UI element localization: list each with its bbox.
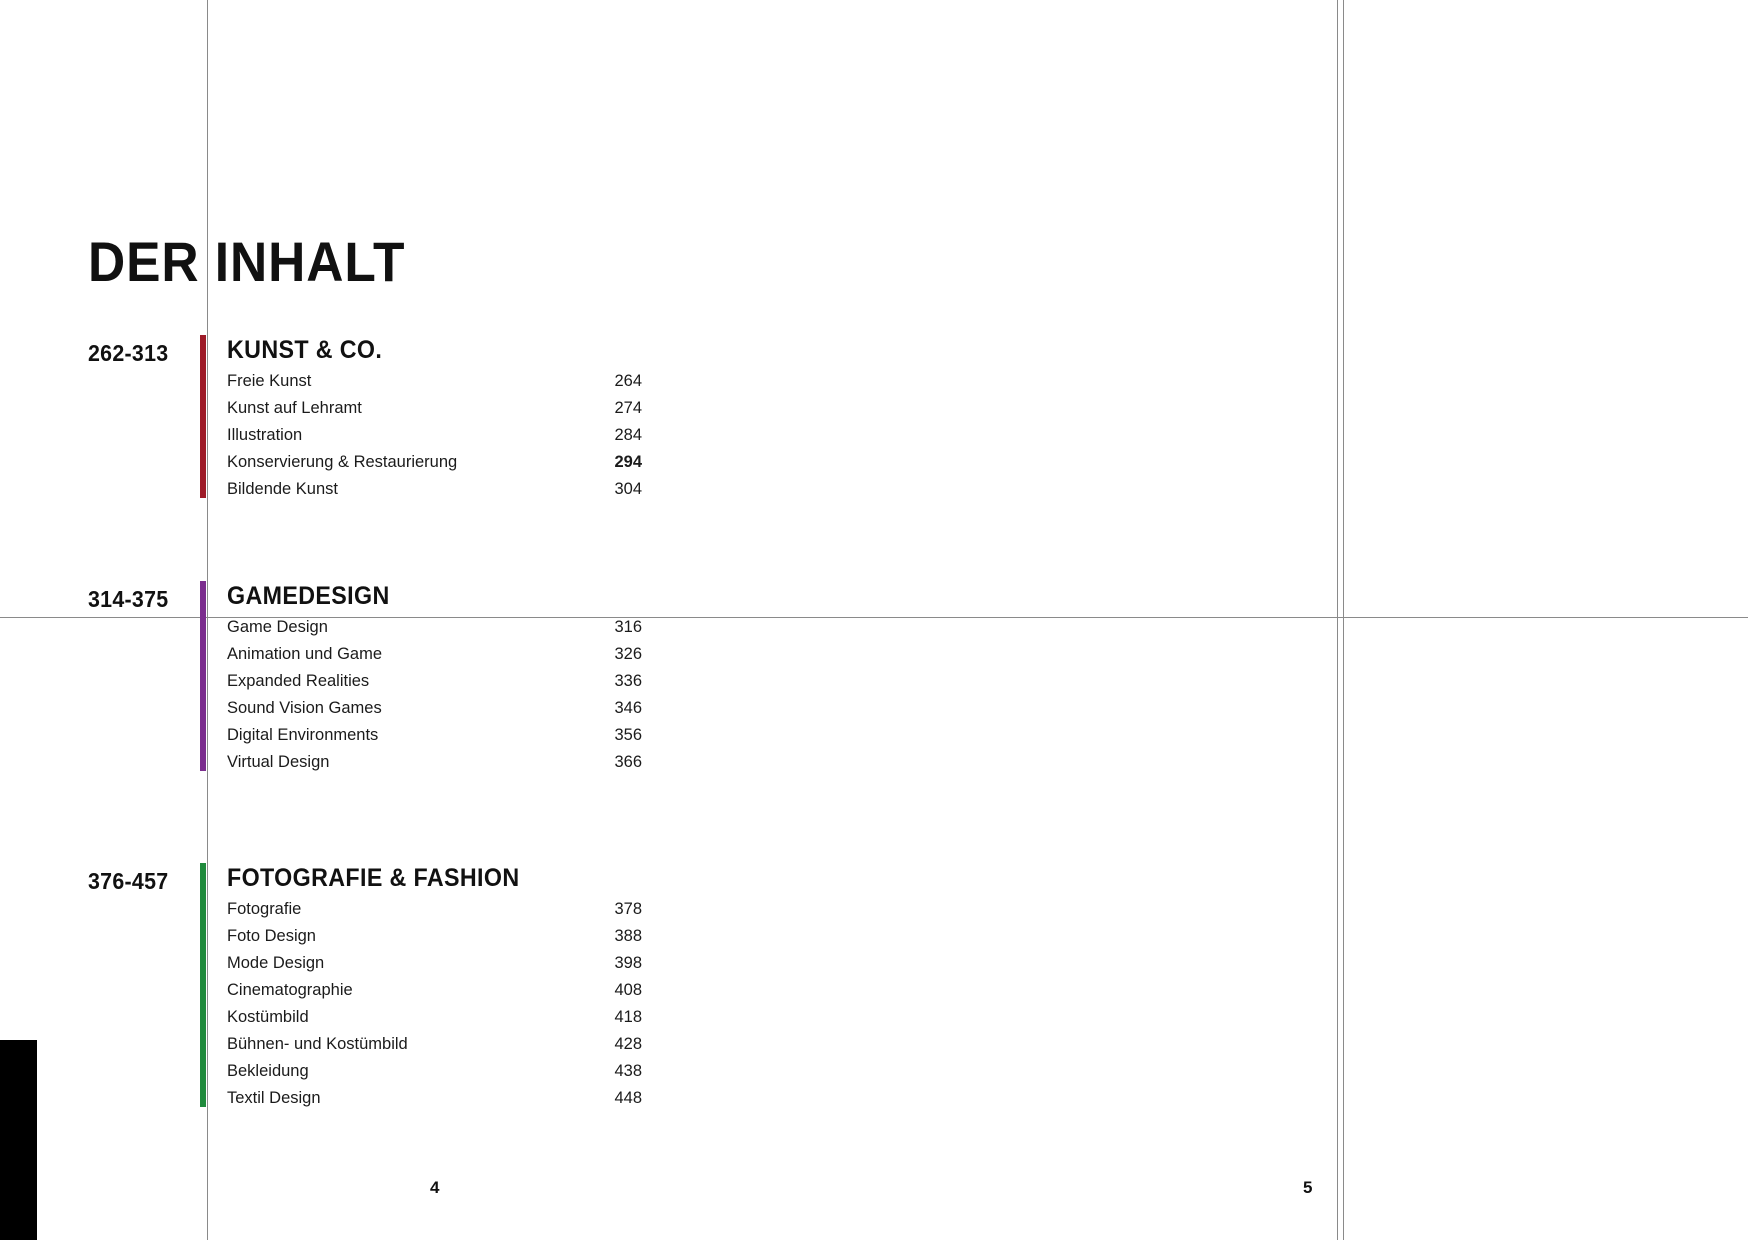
entry-page-number: 378	[614, 900, 642, 918]
list-item[interactable]	[227, 1085, 677, 1112]
section-color-bar	[200, 581, 206, 771]
entry-label: Cinematographie	[227, 981, 353, 999]
list-item[interactable]	[227, 1004, 677, 1031]
list-item[interactable]	[227, 395, 677, 422]
entry-page-number: 398	[614, 954, 642, 972]
entry-page-number: 326	[614, 645, 642, 663]
folio-left: 4	[430, 1178, 440, 1197]
entry-page-number: 448	[614, 1089, 642, 1107]
entry-page-number: 304	[614, 480, 642, 498]
entry-page-number: 356	[614, 726, 642, 744]
entry-label: Animation und Game	[227, 645, 383, 663]
entry-label: Expanded Realities	[227, 672, 370, 690]
list-item[interactable]	[227, 977, 677, 1004]
section-color-bar	[200, 863, 206, 1107]
entry-label: Kostümbild	[227, 1008, 309, 1026]
entry-page-number: 346	[614, 699, 642, 717]
entry-label: Konservierung & Restaurierung	[227, 453, 458, 471]
entry-label: Textil Design	[227, 1089, 321, 1107]
entry-page-number: 274	[614, 399, 642, 417]
entry-page-number: 408	[614, 981, 642, 999]
entry-label: Virtual Design	[227, 753, 330, 771]
list-item[interactable]	[227, 950, 677, 977]
list-item[interactable]	[227, 476, 677, 503]
list-item[interactable]	[227, 749, 677, 776]
entry-label: Digital Environments	[227, 726, 379, 744]
layout-guide-vertical-middle	[1337, 0, 1338, 1240]
layout-guide-vertical-right	[1343, 0, 1344, 1240]
entry-page-number: 428	[614, 1035, 642, 1053]
list-item[interactable]	[227, 695, 677, 722]
entry-page-number: 284	[614, 426, 642, 444]
entry-label: Bekleidung	[227, 1062, 309, 1080]
section-page-range: 262-313	[88, 340, 169, 366]
section-page-range: 314-375	[88, 586, 169, 612]
entry-label: Fotografie	[227, 900, 302, 918]
section-entry-list	[227, 368, 677, 503]
section-title: KUNST & CO.	[227, 336, 383, 364]
list-item[interactable]	[227, 641, 677, 668]
layout-guide-vertical-left	[207, 0, 208, 1240]
entry-label: Foto Design	[227, 927, 316, 945]
list-item[interactable]	[227, 923, 677, 950]
list-item[interactable]	[227, 449, 677, 476]
entry-label: Mode Design	[227, 954, 325, 972]
list-item[interactable]	[227, 1058, 677, 1085]
section-title: GAMEDESIGN	[227, 582, 390, 610]
page-title: DER INHALT	[88, 229, 406, 293]
entry-page-number: 366	[614, 753, 642, 771]
entry-label: Kunst auf Lehramt	[227, 399, 362, 417]
entry-label: Game Design	[227, 618, 328, 636]
list-item[interactable]	[227, 896, 677, 923]
entry-page-number: 418	[614, 1008, 642, 1026]
entry-label: Sound Vision Games	[227, 699, 382, 717]
entry-label: Illustration	[227, 426, 303, 444]
folio-right: 5	[1303, 1178, 1313, 1197]
entry-page-number: 438	[614, 1062, 642, 1080]
list-item[interactable]	[227, 722, 677, 749]
list-item[interactable]	[227, 668, 677, 695]
page-edge-tab	[0, 1040, 37, 1240]
entry-page-number: 294	[614, 453, 642, 471]
entry-page-number: 264	[614, 372, 642, 390]
list-item[interactable]	[227, 422, 677, 449]
entry-page-number: 316	[614, 618, 642, 636]
section-entry-list	[227, 614, 677, 776]
list-item[interactable]	[227, 614, 677, 641]
list-item[interactable]	[227, 368, 677, 395]
list-item[interactable]	[227, 1031, 677, 1058]
entry-label: Freie Kunst	[227, 372, 312, 390]
entry-page-number: 336	[614, 672, 642, 690]
entry-page-number: 388	[614, 927, 642, 945]
entry-label: Bühnen- und Kostümbild	[227, 1035, 408, 1053]
section-entry-list	[227, 896, 677, 1112]
section-title: FOTOGRAFIE & FASHION	[227, 864, 520, 892]
section-page-range: 376-457	[88, 868, 169, 894]
section-color-bar	[200, 335, 206, 498]
entry-label: Bildende Kunst	[227, 480, 338, 498]
